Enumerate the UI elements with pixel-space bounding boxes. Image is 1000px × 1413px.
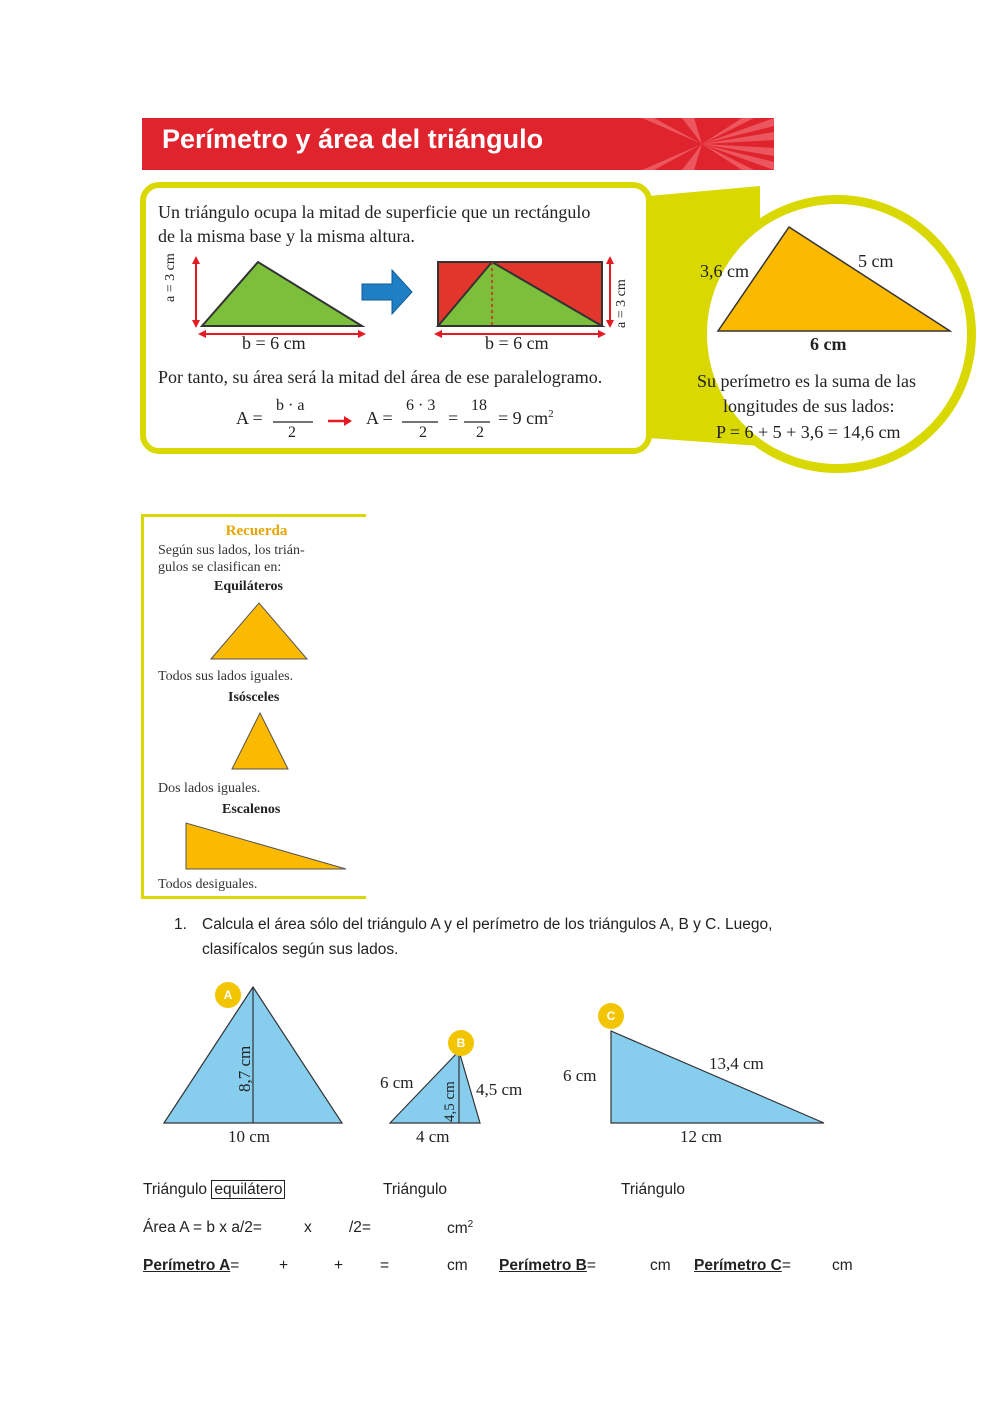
formula-result: = 9 $cm^2$ bbox=[498, 408, 554, 428]
height-label-right: a = 3 cm bbox=[614, 279, 629, 328]
triangle-type-b-label: Triángulo bbox=[383, 1181, 448, 1198]
exercise-line-1: Calcula el área sólo del triángulo A y el perímetro de los triángulos A, B y C. Luego, bbox=[202, 916, 773, 933]
circle-text-line-1: Su perímetro es la suma de las bbox=[697, 371, 916, 391]
base-label-right: b = 6 cm bbox=[485, 333, 549, 353]
recuerda-intro-1: Según sus lados, los trián- bbox=[158, 543, 305, 558]
formula-a-label-2: A = bbox=[366, 408, 393, 428]
perimeter-a-unit: cm bbox=[447, 1257, 468, 1274]
perimeter-b-unit: cm bbox=[650, 1257, 671, 1274]
panel-intro-line-1: Un triángulo ocupa la mitad de superficie que un rectángulo bbox=[158, 202, 591, 222]
rectangle-triangle-figure bbox=[434, 256, 614, 338]
badge-c: C bbox=[598, 1003, 624, 1029]
page-title: Perímetro y área del triángulo bbox=[162, 124, 544, 154]
triangle-c-base-label: 12 cm bbox=[680, 1127, 723, 1146]
exercise-line-2: clasifícalos según sus lados. bbox=[202, 941, 399, 958]
circle-perimeter-formula: P = 6 + 5 + 3,6 = 14,6 cm bbox=[716, 422, 901, 442]
circle-text-line-2: longitudes de sus lados: bbox=[723, 396, 895, 416]
triangle-c-left-label: 6 cm bbox=[563, 1066, 597, 1085]
triangle-a-base-label: 10 cm bbox=[228, 1127, 271, 1146]
triangle-type-a-answer[interactable]: equilátero bbox=[211, 1180, 285, 1199]
text-equilateros: Todos sus lados iguales. bbox=[158, 669, 294, 684]
formula-numerator-2: 6 · 3 bbox=[406, 397, 436, 414]
triangle-b-right-label: 4,5 cm bbox=[476, 1080, 523, 1099]
triangle-b-base-label: 4 cm bbox=[416, 1127, 450, 1146]
scalene-triangle-icon bbox=[184, 821, 349, 871]
recuerda-intro-2: gulos se clasifican en: bbox=[158, 560, 282, 575]
formula-numerator-3: 18 bbox=[471, 397, 487, 414]
triangle-c bbox=[611, 1031, 824, 1123]
triangle-c-hyp-label: 13,4 cm bbox=[709, 1054, 764, 1073]
text-isosceles: Dos lados iguales. bbox=[158, 781, 261, 796]
base-label-left: b = 6 cm bbox=[242, 333, 306, 353]
height-label-left: a = 3 cm bbox=[163, 253, 178, 302]
perimeter-a: Perímetro A= bbox=[143, 1257, 240, 1274]
area-unit: $cm^2$ bbox=[447, 1219, 474, 1238]
triangle-b-height-label: 4,5 cm bbox=[442, 1081, 458, 1122]
area-label: Área A = b x a/2= bbox=[143, 1219, 262, 1236]
circle-side-left-label: 3,6 cm bbox=[700, 261, 749, 281]
triangle-b-left-label: 6 cm bbox=[380, 1073, 414, 1092]
recuerda-box bbox=[141, 514, 366, 899]
perimeter-c-unit: cm bbox=[832, 1257, 853, 1274]
recuerda-title: Recuerda bbox=[225, 523, 288, 539]
formula-denominator: 2 bbox=[288, 424, 296, 441]
title-banner bbox=[142, 118, 774, 170]
badge-a: A bbox=[215, 982, 241, 1008]
area-divide: /2= bbox=[349, 1219, 371, 1236]
triangle-type-a bbox=[143, 1181, 285, 1199]
text-escalenos: Todos desiguales. bbox=[158, 877, 258, 892]
formula-numerator: b · a bbox=[276, 397, 305, 414]
triangle-type-a-label: Triángulo bbox=[143, 1181, 208, 1198]
heading-isosceles: Isósceles bbox=[228, 690, 280, 705]
equilateral-triangle-icon bbox=[209, 601, 309, 661]
isosceles-triangle-icon bbox=[230, 711, 290, 771]
perimeter-a-plus-1: + bbox=[279, 1257, 289, 1274]
perimeter-a-plus-2: + bbox=[334, 1257, 344, 1274]
exercise-number: 1. bbox=[174, 916, 187, 933]
heading-equilateros: Equiláteros bbox=[214, 579, 283, 594]
formula-denominator-3: 2 bbox=[476, 424, 484, 441]
perimeter-c: Perímetro C= bbox=[694, 1257, 791, 1274]
perimeter-a-equals: = bbox=[380, 1257, 390, 1274]
circle-base-label: 6 cm bbox=[810, 334, 847, 354]
panel-therefore-text: Por tanto, su área será la mitad del área de ese paralelogramo. bbox=[158, 367, 603, 387]
badge-b: B bbox=[448, 1030, 474, 1056]
triangle-type-c-label: Triángulo bbox=[621, 1181, 686, 1198]
formula-denominator-2: 2 bbox=[419, 424, 427, 441]
formula-equals: = bbox=[448, 408, 459, 428]
heading-escalenos: Escalenos bbox=[222, 802, 281, 817]
triangle-a-height-label: 8,7 cm bbox=[235, 1045, 254, 1092]
formula-a-label: A = bbox=[236, 408, 263, 428]
perimeter-b: Perímetro B= bbox=[499, 1257, 596, 1274]
panel-intro-line-2: de la misma base y la misma altura. bbox=[158, 226, 415, 246]
circle-side-right-label: 5 cm bbox=[858, 251, 894, 271]
area-times: x bbox=[304, 1219, 312, 1236]
